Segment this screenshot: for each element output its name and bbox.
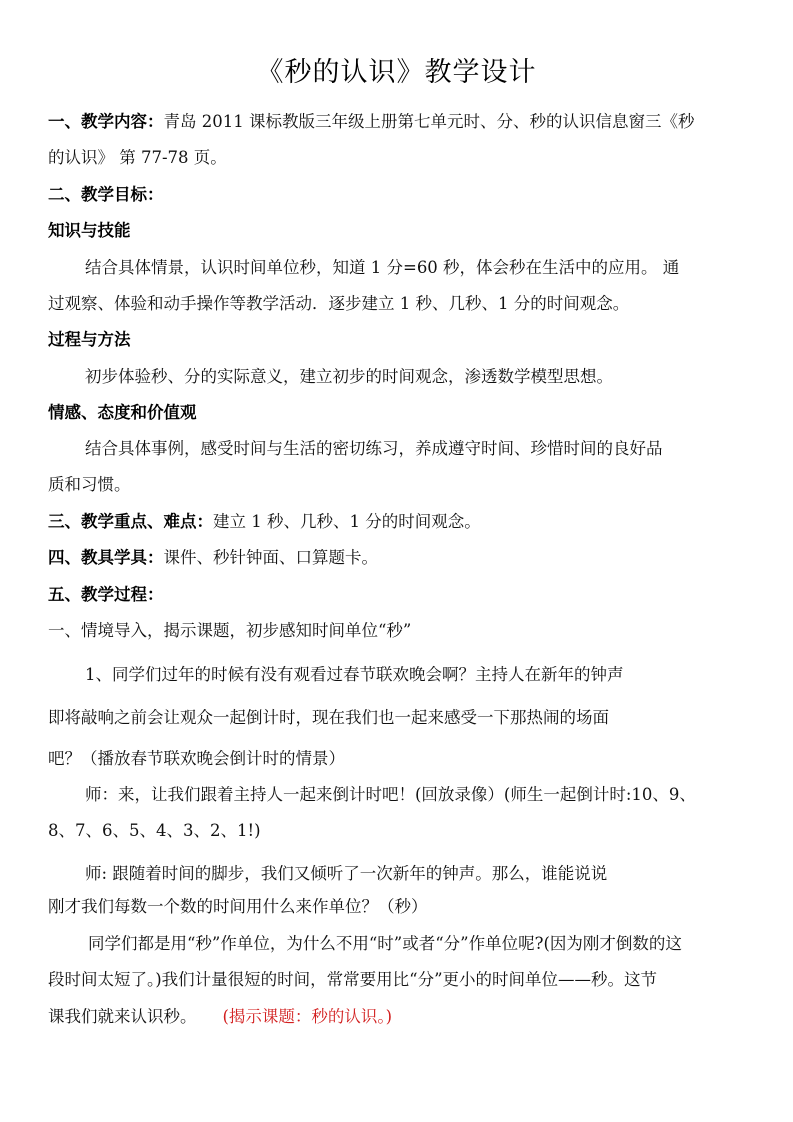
section-text: 课件、秒针钟面、口算题卡。 [163, 548, 378, 567]
red-note: (揭示课题：秒的认识。) [222, 1007, 393, 1026]
content-line: 师: 跟随着时间的脚步，我们又倾听了一次新年的钟声。那么，谁能说说 [85, 864, 608, 883]
subheading-process: 过程与方法 [48, 330, 131, 349]
section-text: 青岛 2011 课标教版三年级上册第七单元时、分、秒的认识信息窗三《秒 [163, 112, 695, 131]
content-line: 即将敲响之前会让观众一起倒计时，现在我们也一起来感受一下那热闹的场面 [48, 708, 609, 727]
section-heading: 五、教学过程： [48, 585, 164, 604]
section-text: 建立 1 秒、几秒、1 分的时间观念。 [213, 512, 481, 531]
subheading-attitude: 情感、态度和价值观 [48, 403, 197, 422]
content-line: 段时间太短了。)我们计量很短的时间，常常要用比“分”更小的时间单位——秒。这节 [48, 970, 658, 989]
content-line: 过观察、体验和动手操作等教学活动．逐步建立 1 秒、几秒、1 分的时间观念。 [48, 294, 630, 313]
content-line: 结合具体情景，认识时间单位秒，知道 1 分=60 秒，体会秒在生活中的应用。 通 [85, 258, 680, 277]
content-line: 的认识》 第 77-78 页。 [48, 148, 227, 167]
content-line: 8、7、6、5、4、3、2、1!) [48, 821, 261, 840]
content-line: 师：来，让我们跟着主持人一起来倒计时吧！(回放录像）(师生一起倒计时:10、9、 [85, 785, 696, 804]
content-line: 1、同学们过年的时候有没有观看过春节联欢晚会啊？主持人在新年的钟声 [85, 665, 624, 684]
content-line: 刚才我们每数一个数的时间用什么来作单位？（秒） [48, 897, 428, 916]
content-line [48, 110, 694, 134]
content-line: 同学们都是用“秒”作单位，为什么不用“时”或者“分”作单位呢?(因为刚才倒数的这 [88, 934, 682, 953]
section-label: 三、教学重点、难点： [48, 512, 213, 531]
content-line [48, 1005, 392, 1029]
content-line: 吧？（播放春节联欢晚会倒计时的情景） [48, 749, 345, 768]
content-line: 初步体验秒、分的实际意义，建立初步的时间观念，渗透数学模型思想。 [85, 367, 613, 386]
page-title: 《秒的认识》教学设计 [256, 57, 537, 88]
subheading-knowledge: 知识与技能 [48, 221, 131, 240]
content-line [48, 510, 481, 534]
content-line [48, 546, 378, 570]
content-line: 结合具体事例，感受时间与生活的密切练习，养成遵守时间、珍惜时间的良好品 [85, 439, 663, 458]
content-line: 质和习惯。 [48, 475, 131, 494]
section-heading: 二、教学目标： [48, 185, 164, 204]
section-label: 四、教具学具： [48, 548, 164, 567]
step-heading: 一、情境导入，揭示课题，初步感知时间单位“秒” [48, 621, 412, 640]
section-label: 一、教学内容： [48, 112, 164, 131]
content-text: 课我们就来认识秒。 [48, 1007, 197, 1026]
